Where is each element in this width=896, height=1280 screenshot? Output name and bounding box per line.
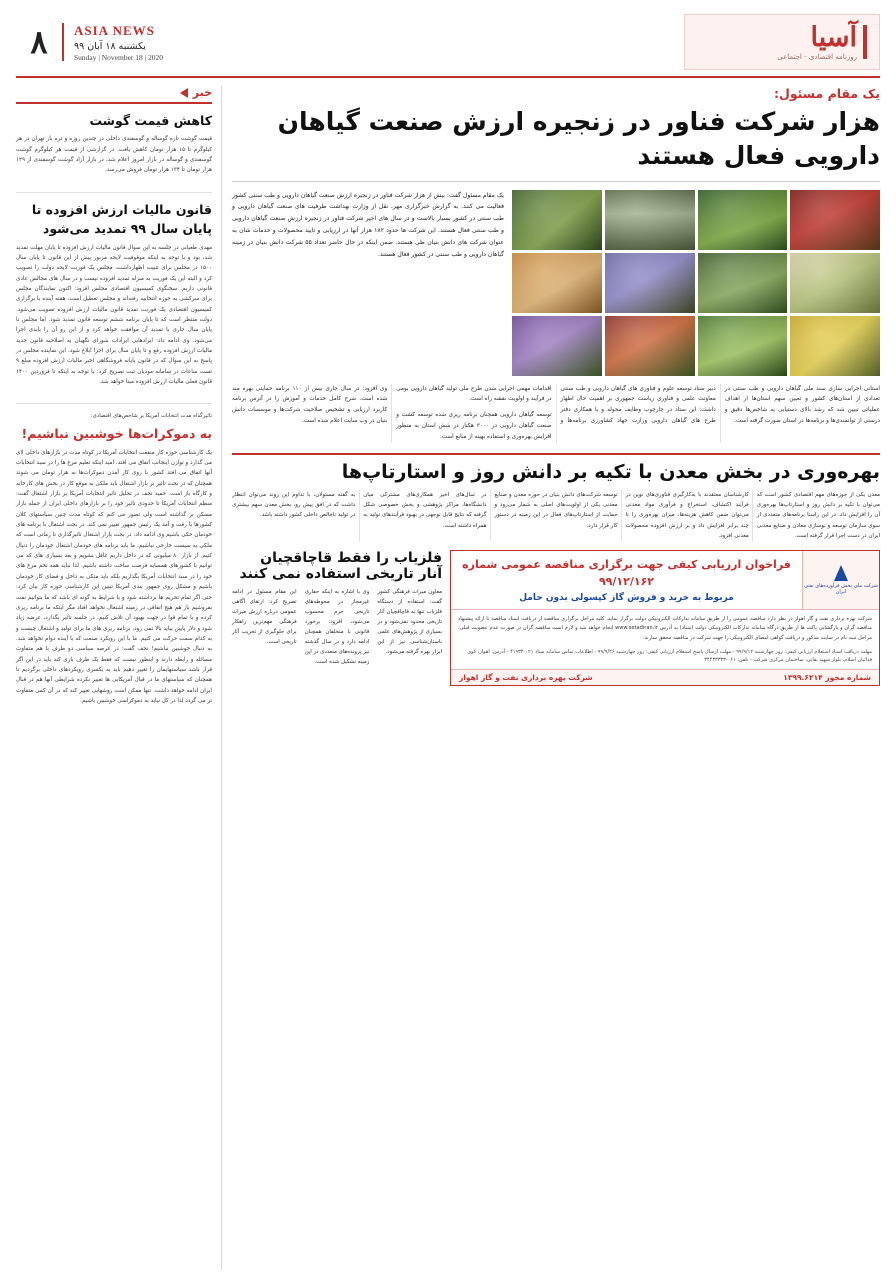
ad-contact-text: مهلت دریافت اسناد استعلام ارزیابی کیفی: روز چهارشنبه ۹۹/۹/۱۲ - مهلت ارسال پاسخ استعلام ارزیابی کیفی: روز چهارشنبه ۹۹/۹/۲۶ - اطلاعات تماس سامانه ستاد ۰۲۱-۴۱۹۳۴ - آدرس: اهواز، کوی فدائیان اسلام، بلوار شهید بقایی، ساختمان مرکزی شرکت - تلفن: ۰۶۱-۳۴۴۳۳۳۳۳ bbox=[467, 648, 872, 664]
bottom-body-p3: این مقام مسئول در ادامه تصریح کرد: ارتقای آگاهی عمومی درباره ارزش میراث فرهنگی مهم‌ترین راهکار برای جلوگیری از تخریب آثار تاریخی است. bbox=[232, 589, 297, 646]
advertisement-box bbox=[450, 550, 880, 685]
lead-body-p3: توسعه گیاهان دارویی همچنان برنامه ریزی شده توسعه کشت و صنعت گیاهان دارویی در ۳۰۰۰ هکتار در شش استان به منظور افزایش بهره‌وری و استفاده بهینه از منابع است. bbox=[396, 412, 552, 440]
photo-mosaic bbox=[512, 190, 880, 376]
second-body-p5: به گفته مسئولان، با تداوم این روند می‌توان انتظار داشت که در افق پیش رو، بخش معدن سهم بیشتری در تولید ناخالص داخلی کشور داشته باشد. bbox=[232, 491, 356, 519]
photo-tile-lavender bbox=[605, 253, 695, 313]
photo-tile-mint bbox=[698, 253, 788, 313]
logo-accent-bar bbox=[863, 25, 867, 59]
second-body-p2: کارشناسان معتقدند با به‌کارگیری فناوری‌های نوین در فرآیند اکتشاف، استخراج و فرآوری مواد معدنی می‌توان ضمن کاهش هزینه‌ها، میزان بهره‌وری را تا چند برابر افزایش داد و بر ارزش افزوده محصولات معدنی افزود. bbox=[625, 491, 749, 539]
lead-body-p2: دبیر ستاد توسعه علوم و فناوری های گیاهان دارویی و طب سنتی معاونت علمی و فناوری ریاست جمهوری بر اهمیت حال اظهار داشت: این ستاد در چارچوب وظایف محوله و با همکاری دفتر طرح های گیاهان دارویی وزارت جهاد کشاورزی برنامه‌ها و اقدامات مهمی اجرایی شدن طرح ملی تولید گیاهان دارویی بومی در فرآیند و اولویت نقشه راه است. bbox=[396, 385, 716, 424]
lead-paragraph: یک مقام مسئول گفت: بیش از هزار شرکت فناور در زنجیره ارزش صنعت گیاهان دارویی و طب سنتی کشور فعالیت می کنند. به گزارش خبرگزاری مهر، نقل از وزارت بهداشت ظرفیت های صنعت گیاهان دارویی و طب سنتی در کشور بسیار بالاست و در سال های اخیر شرکت فناور در زنجیره ارزش صنعت گیاهان دارویی و طب سنتی فعال هستند. این شرکت ها حدود ۱۸۲ هزار آنها در ارزیابی و تایید محصولات و خدمات شان به عنوان شرکت های دانش بنیان طی هستند. ضمن اینکه در حال حاضر تعداد ۵۵ شرکت دانش بنیان در زمینه گیاهان دارویی و طب سنتی در کشور فعال هستند. bbox=[232, 191, 505, 258]
photo-tile-berries bbox=[605, 316, 695, 376]
section-divider bbox=[232, 453, 880, 455]
bottom-body-p2: وی با اشاره به اینکه حفاری غیرمجاز در محوطه‌های تاریخی جرم محسوب می‌شود، افزود: برخورد قانونی با متخلفان همچنان ادامه دارد و در سال گذشته نیز پرونده‌های متعددی در این زمینه تشکیل شده است. bbox=[304, 589, 370, 666]
sidebar-item-body: قیمت گوشت تازه گوساله و گوسفندی داخلی در چندین روزه و تره بار تهران در هر کیلوگرم تا ۱۵ هزار تومان کاهش یافت. در گزارشی از قیمت هر کیلوگرم گوشت گوسفندی و گوساله در بازار امروز اعلام شد، در بازار آزاد گوشت گوسفندی از ۱۲۹ هزار تومان تا ۱۳۴ هزار تومان فروش می‌رسد. bbox=[16, 136, 212, 174]
bottom-strip bbox=[232, 550, 880, 685]
ad-header bbox=[451, 551, 879, 610]
masthead-date-en: Sunday | November 18 | 2020 bbox=[74, 52, 164, 62]
lead-top-block bbox=[232, 190, 880, 376]
lead-headline: هزار شرکت فناور در زنجیره ارزش صنعت گیاهان دارویی فعال هستند bbox=[277, 107, 880, 170]
second-body-p1: معدن یکی از حوزه‌های مهم اقتصادی کشور است که می‌توان با تکیه بر دانش روز و استارتاپ‌ها بهره‌وری آن را افزایش داد. در این راستا برنامه‌های متعددی از سوی سازمان توسعه و نوسازی معادن و صنایع معدنی ایران در دست اجرا قرار گرفته است. bbox=[756, 491, 880, 539]
ad-headline-1: فراخوان ارزیابی کیفی جهت برگزاری مناقصه عمومی شماره ۹۹/۱۲/۱۶۲ bbox=[462, 558, 791, 588]
sidebar-item-title: قانون مالیات ارزش افزوده تا پایان سال ۹۹ تمدید می‌شود bbox=[31, 201, 212, 237]
ad-footer bbox=[451, 669, 879, 685]
lead-body-columns bbox=[232, 384, 880, 443]
ad-headline-2: مربوط به خرید و فروش گاز کپسولی بدون حامل bbox=[519, 593, 734, 604]
second-story-columns bbox=[232, 490, 880, 542]
ad-body-text: شرکت بهره برداری نفت و گاز اهواز در نظر دارد مناقصه عمومی را از طریق سامانه تدارکات الکترونیکی دولت برگزار نماید. کلیه مراحل برگزاری مناقصه از دریافت اسناد مناقصه تا ارائه پیشنهاد مناقصه گران و بازگشایی پاکت ها از طریق درگاه سامانه تدارکات الکترونیکی دولت (ستاد) به آدرس www.setadiran.ir انجام خواهد شد و لازم است مناقصه گران در صورت عدم عضویت قبلی، مراحل ثبت نام در سایت مذکور و دریافت گواهی امضای الکترونیکی را جهت شرکت در مناقصه محقق سازند. bbox=[458, 616, 872, 641]
bottom-article-columns bbox=[232, 587, 442, 667]
ad-company-name: شرکت ملی پخش فرآورده‌های نفتی ایران bbox=[804, 582, 878, 596]
bottom-article-title: فلزیاب را فقط قاچاقچیان آنار تاریخی استفاده نمی کنند bbox=[239, 550, 442, 583]
photo-tile-chamomile bbox=[790, 253, 880, 313]
masthead bbox=[16, 14, 880, 78]
second-body-p4: در سال‌های اخیر همکاری‌های مشترکی میان دانشگاه‌ها، مراکز پژوهشی و بخش خصوصی شکل گرفته که نتایج قابل توجهی در بهبود فرآیندهای تولید به همراه داشته است. bbox=[363, 491, 487, 529]
main-column bbox=[232, 86, 880, 1270]
page-body bbox=[16, 86, 880, 1270]
sidebar-news-column bbox=[16, 86, 222, 1270]
sidebar-divider-1 bbox=[16, 192, 212, 193]
logo-wordmark: آسیا bbox=[810, 21, 857, 53]
page-number-box bbox=[16, 23, 64, 61]
masthead-title-en: ASIA NEWS bbox=[74, 22, 155, 38]
sidebar-section-label: خبر bbox=[192, 86, 212, 99]
sidebar-section-header bbox=[16, 86, 212, 104]
ad-headings bbox=[451, 551, 802, 609]
headline-rule bbox=[232, 181, 880, 182]
lead-body-p4: وی افزود: در سال جاری بیش از ۱۱۰ برنامه حمایتی بهره مند شده است. شرح کامل خدمات و آموزش را در آنرس برنامه کاربرد ارزیابی و تشخیص صلاحیت شرکت‌ها و موسسات دانش بنیان در وب سایت اعلام شده است. bbox=[232, 385, 388, 424]
ad-footer-left: شماره مجوز ۱۳۹۹.۶۲۱۴ bbox=[783, 672, 871, 682]
page-number: ۸ bbox=[30, 23, 48, 61]
sidebar-item-body: مهدی طغیانی در جلسه به این سوال قانون مالیات ارزش افزوده تا پایان مهلت تمدید شد، بود و با توجه به اینکه موقوفیت لایحه مزبور پیش از این قانون تا پایان سال ۱۵۰۰ در مجلس برای تثبیت اظهارداشت، مجلس یک فوریت لایحه دولت را تصویب کرد و البته این یک فوریت به منزله تمدید افزوده نیست و در سال های مجالس عادی قانونی داریم. سخنگوی کمیسیون اقتصادی مجلس افزود: اکنون نمایندگان مجلس برای سرکشی به حوزه انتخابیه رفته‌اند و مجلس تعطیل است، هفته آینده با برگزاری کمیسیون اقتصادی یک فوریت تمدید قانون مالیات ارزش افزوده تصویب می‌شود. دولت منتظر است که تا پایان برنامه ششم توسعه قانون تمدید شود. اما مجلس تا پایان سال جاری با تمدید آن موافقت خواهد کرد و از این رو آن را بایدی اجرا می‌شود. وی ادامه داد: ایرادهایی ایرادات شورای نگهبان به اصلاحیه قانون جدید مالیات ارزش افزوده رفع و تا پایان سال برای اجرا ابلاغ شود. این نماینده مجلس در پاسخ به این سوال که در قانون پایانه فروشگاهی اخیر مالیات ارزش افزوده مبلغ ۹ تست ساعات در سامانه مودیان ثبت تصریح کرد: با توجه به اینکه تا فروردین ۱۴۰۰ قانون فعلی مالیات ارزش افزوده مبنا خواهد شد. bbox=[16, 244, 212, 385]
sidebar-news-item-2[interactable] bbox=[16, 200, 212, 388]
photo-tile-field bbox=[698, 316, 788, 376]
bottom-article bbox=[232, 550, 442, 685]
masthead-dateline bbox=[74, 23, 163, 62]
sidebar-divider-2 bbox=[16, 403, 212, 404]
lead-body-p1: استانی اجرایی سازی سند ملی گیاهان دارویی و طب سنتی در تعدادی از استان‌های کشور و تعیین سهم استان‌ها از اهداف عملیاتی تبیین شد که رشد بالای دستیابی به شاخص‌ها دقیق و درستی از توانمندی‌ها و برنامه‌ها در استان صورت گرفته است. bbox=[724, 385, 880, 424]
lead-kicker: یک مقام مسئول: bbox=[773, 86, 880, 101]
bottom-body-p1: معاون میراث فرهنگی کشور گفت: استفاده از دستگاه فلزیاب تنها به قاچاقچیان آثار تاریخی محدود نمی‌شود و در بسیاری از پژوهش‌های علمی باستان‌شناسی نیز از این ابزار بهره گرفته می‌شود. bbox=[377, 589, 442, 656]
second-body-p3: توسعه شرکت‌های دانش بنیان در حوزه معدن و صنایع معدنی یکی از اولویت‌های اصلی به شمار می‌رود و حمایت از استارتاپ‌های فعال در این زمینه در دستور کار قرار دارد. bbox=[494, 491, 618, 529]
newspaper-logo bbox=[684, 14, 880, 70]
photo-tile-greenhouse bbox=[605, 190, 695, 250]
logo-subtitle: روزنامه اقتصادی - اجتماعی bbox=[777, 52, 857, 61]
sidebar-item-body: یک کارشناسی حوزه کار منفعت انتخابات آمریکا در کوتاه مدت در بازارهای داخلی لای می گذارد و توازن اینجانب اتفاق می افتد. امید اینکه تعلیم مرغ ها را در سبد انتخابات آنها اتفاق می افتد کشور با روی کار آمدن دموکرات‌ها به هزار تومان می شوند همچنان که در بحث تاثیر بر بازار اشتغال باید ملکی به موقع کار در بخش های کارخانه و کارگاه باز است. حمید نجف در تحلیل تاثیر انتخابات آمریکا بر بازار اشتغال گفت: منظم انتخابات آمریکا تا حدودی تاثیر خود را بر بازارهای داخلی ایران از جمله بازار مسکن بر گذاشته است ولی تصور می کنم که کوتاه مدت چنین سیاستهای کلان کشورها با رفت و آمد یک رئیس جمهور تغییر نمی کند. در بحث اشتغال با برنامه های خودمان حکی باشیم وی ادامه داد: در بحث بازار اشتغال تاثیرگذاری تا زمانی است که ملکی به سیست خارجی نباشیم. ما باید برنامه های خودمان اشتغال خودمان را دنبال کنیم. از بازار ۸۰ میلیونی که در داخل داریم غافل نشویم و بعد بسیاری های که می توانیم با کشورهای همسایه فرصت ساخت داشته باشیم. لذا نباید همه تخم مرغ های خود را در سبد انتخابات آمریکا بگذاریم بلکه باید متکی به داخل و فضای کار خودمان باشیم و مشکل روی جمهور بندی آمریکا تبیین این کارشناسی حوزه کار بیان کرد: حتی اگر تمام تحریم ها برداشته شود و یا شرایط به گونه ای باشد که ما بتوانیم نفت بفروشیم باز هم هیچ اتفاقی در زمینه اشتغال نخواهد افتاد مگر اینکه ما برنامه ریزی کرده و با تمام قوا در جهت بهبود آن تلاش کنیم. در جلسه تاثیر بگذارد، عرضه زیاد شود و دلار پایین بیاید بالا نمی رود، برنامه ریزی های ما برای تولید و اشتغال چیست و به کدام سمت حرکت می کنیم. ما با این رویکرد صنعت که با آینده دوام نخواهد شد. به دنبال خوشبین نباشیم! نجف گفت: در عرصه سیاسی دو طرف با هم متفاوت مسائله و رابطه دارند و اینطور نیست که فقط یک طرف بازی کند باید در این اگر قرار باشد سیاستهایمان را تغییر دهیم باید به یکسری رویکردهای داخلی برگردیم تا همچنان که سیاستهای ما در قبال آمریکایی ها تغییر نکرده شرایطی آنها هم در قبال ایران ادامه خواهد داشت. تنها ممکن است روشهایی تغییر کند که در آن کمی متفاوت تر می گردد لذا در کل نباید به دموکراسی خوشبین باشیم. bbox=[16, 449, 212, 704]
second-story-title: بهره‌وری در بخش معدن با تکیه بر دانش روز و استارتاپ‌ها bbox=[341, 460, 880, 483]
photo-tile-yellow-flower bbox=[790, 316, 880, 376]
triangle-icon bbox=[180, 88, 188, 98]
masthead-date-fa: یکشنبه ۱۸ آبان ۹۹ bbox=[74, 40, 146, 52]
photo-tile-poppy bbox=[790, 190, 880, 250]
photo-tile-allium bbox=[512, 316, 602, 376]
ad-footer-right: شرکت بهره برداری نفت و گاز اهواز bbox=[459, 672, 593, 682]
sidebar-news-item-3[interactable] bbox=[16, 411, 212, 706]
photo-tile-ginger bbox=[512, 253, 602, 313]
ad-company-logo bbox=[802, 551, 879, 609]
sidebar-news-item-1[interactable] bbox=[16, 111, 212, 176]
sidebar-item-title: به دموکرات‌ها خوشبین نباشیم! bbox=[21, 426, 212, 442]
photo-tile-basil bbox=[698, 190, 788, 250]
flame-icon bbox=[834, 565, 848, 581]
sidebar-item-title: کاهش قیمت گوشت bbox=[89, 113, 212, 128]
photo-tile-leaves bbox=[512, 190, 602, 250]
sidebar-item-kicker: تاثیرگذاه مدت انتخابات آمریکا بر شاخص‌های اقتصادی: bbox=[90, 413, 212, 420]
